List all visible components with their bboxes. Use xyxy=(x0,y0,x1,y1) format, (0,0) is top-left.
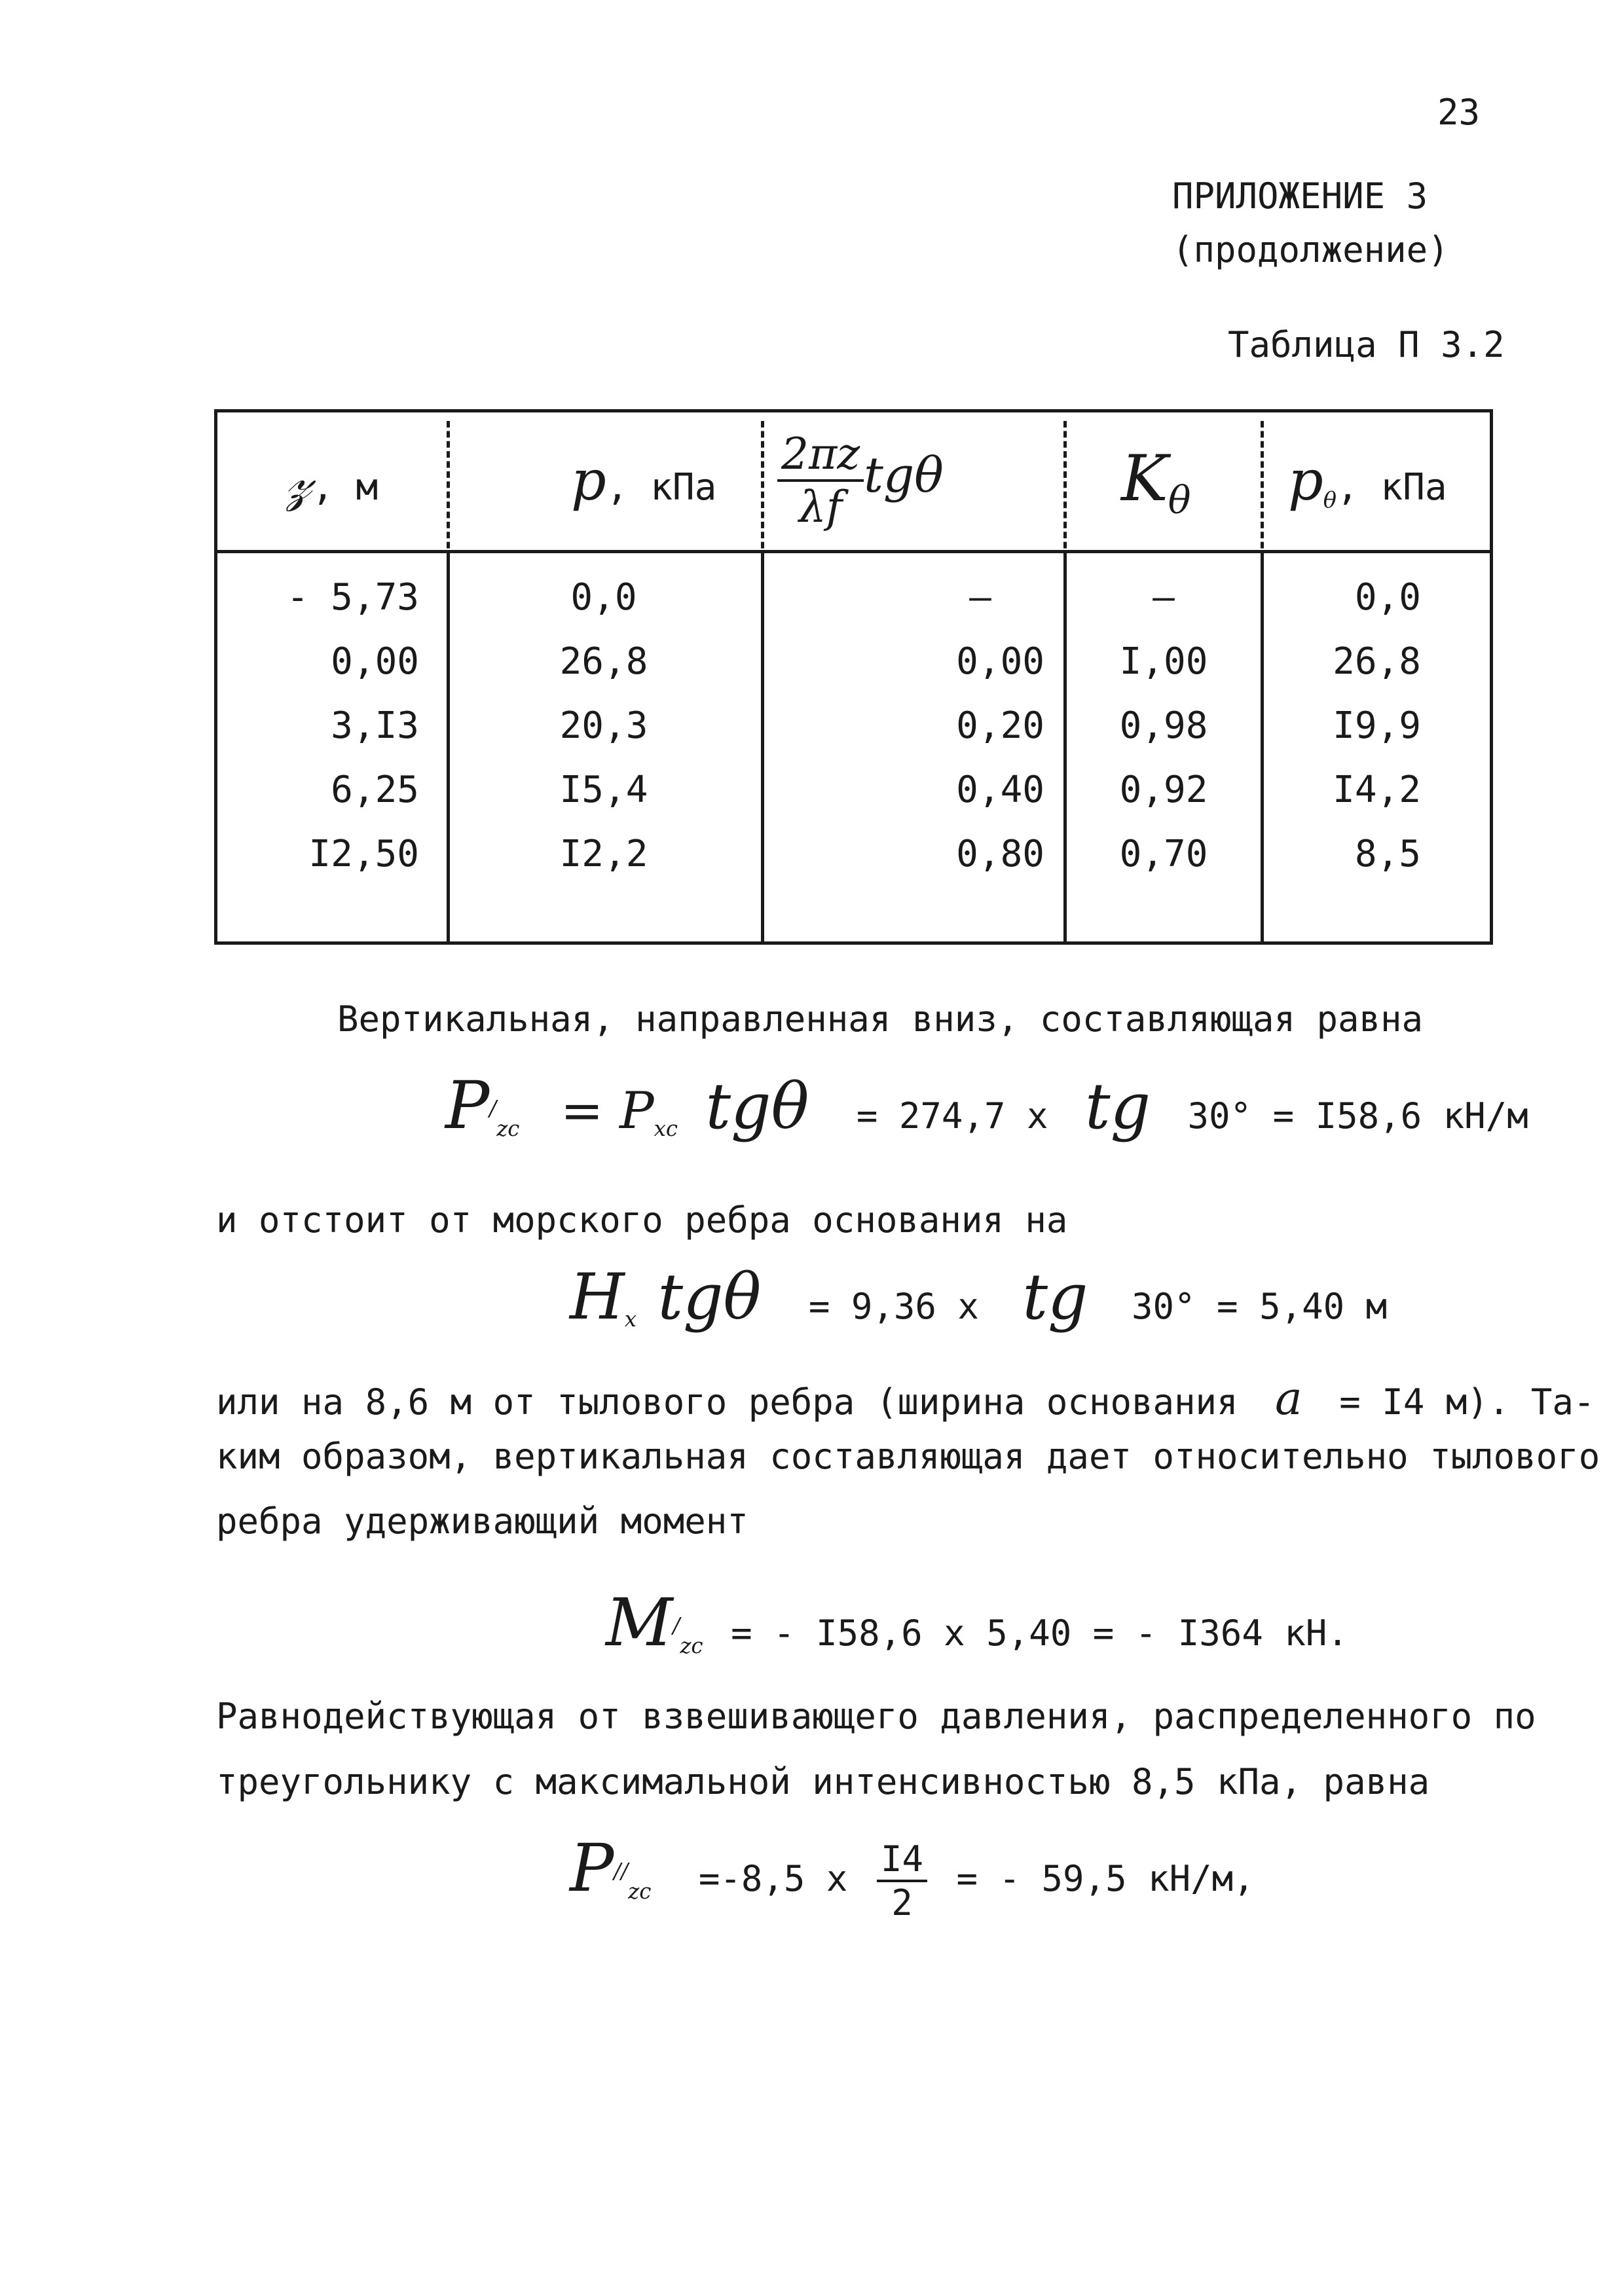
p3-text: или на 8,6 м от тылового ребра (ширина основания xyxy=(216,1381,1238,1423)
f3-rhs: = - I58,6 x 5,40 = - I364 кН. xyxy=(731,1613,1348,1654)
col-separator-2 xyxy=(761,553,764,945)
cell-p-theta: 26,8 xyxy=(1333,640,1421,683)
ratio-fraction xyxy=(777,429,864,532)
cell-p: 0,0 xyxy=(570,576,637,619)
cell-ratio: 0,00 xyxy=(956,640,1044,683)
f2-rhs: = 9,36 x xyxy=(808,1286,979,1327)
cell-p-theta: I9,9 xyxy=(1333,704,1421,747)
table-right-border xyxy=(1490,409,1493,945)
cell-p: 26,8 xyxy=(559,640,648,683)
cell-z: 3,I3 xyxy=(331,704,419,747)
f1-lhs-subscript: zc xyxy=(496,1116,520,1141)
f4-double-prime: // xyxy=(614,1859,629,1884)
paragraph-buoyancy-line2: треугольнику с максимальной интенсивностью 8,5 кПа, равна xyxy=(216,1761,1430,1802)
cell-k: 0,92 xyxy=(1119,769,1208,811)
cell-p: I5,4 xyxy=(559,769,648,811)
f1-lhs-symbol: P xyxy=(445,1067,490,1144)
header-p xyxy=(571,448,716,513)
col-separator-3-header xyxy=(1063,421,1067,558)
table-top-border xyxy=(214,409,1493,412)
cell-k: – xyxy=(1153,576,1175,619)
f4-denominator: 2 xyxy=(891,1882,913,1924)
f2-tg: tg xyxy=(1022,1260,1088,1334)
z-unit: , м xyxy=(312,466,378,509)
appendix-title: ПРИЛОЖЕНИЕ 3 xyxy=(1172,175,1428,217)
cell-k: 0,98 xyxy=(1119,704,1208,747)
cell-ratio: – xyxy=(969,576,991,619)
cell-p: I2,2 xyxy=(559,833,648,875)
cell-k: I,00 xyxy=(1119,640,1208,683)
page-number: 23 xyxy=(1437,92,1481,133)
f4-result: = - 59,5 кН/м, xyxy=(956,1858,1255,1899)
z-symbol: 𝓏 xyxy=(286,448,312,513)
f1-tg-theta: tgθ xyxy=(705,1070,809,1143)
k-symbol: K xyxy=(1121,442,1168,515)
cell-ratio: 0,20 xyxy=(956,704,1044,747)
f1-result: 30° = I58,6 кН/м xyxy=(1187,1095,1528,1137)
data-table xyxy=(214,409,1493,945)
cell-p-theta: 8,5 xyxy=(1354,833,1421,875)
col-separator-4-header xyxy=(1261,421,1264,558)
cell-p-theta: 0,0 xyxy=(1354,576,1421,619)
cell-k: 0,70 xyxy=(1119,833,1208,875)
table-caption: Таблица П 3.2 xyxy=(1228,324,1505,365)
appendix-subtitle: (продолжение) xyxy=(1172,229,1449,270)
f4-fraction xyxy=(877,1838,927,1923)
header-p-theta xyxy=(1288,448,1447,513)
f4-numerator: I4 xyxy=(877,1838,927,1882)
paragraph-vertical-component: Вертикальная, направленная вниз, составляющая равна xyxy=(337,998,1424,1040)
f1-pxc: = P xyxy=(560,1082,654,1140)
formula-mzc xyxy=(606,1584,1348,1669)
p3-width-symbol: a xyxy=(1275,1372,1302,1425)
p-unit: , кПа xyxy=(606,466,717,509)
f4-lhs: =-8,5 x xyxy=(698,1858,848,1899)
header-k-theta xyxy=(1121,442,1190,522)
ratio-tg-theta: tgθ xyxy=(864,447,944,503)
paragraph-distance: и отстоит от морского ребра основания на xyxy=(216,1199,1068,1241)
f4-subscript: zc xyxy=(628,1878,652,1904)
p-theta-subscript: θ xyxy=(1323,487,1337,513)
header-separator xyxy=(214,550,1493,553)
table-left-border xyxy=(214,409,217,945)
f1-tg: tg xyxy=(1085,1070,1151,1143)
f2-h-subscript: x xyxy=(624,1306,637,1332)
paragraph-rear-edge-line2: ким образом, вертикальная составляющая дает относительно тылового xyxy=(216,1436,1600,1477)
paragraph-rear-edge-line3: ребра удерживающий момент xyxy=(216,1501,748,1542)
col-separator-2-header xyxy=(761,421,764,558)
formula-hx xyxy=(570,1260,1387,1352)
p-theta-unit: , кПа xyxy=(1337,466,1447,509)
f1-lhs-prime: / xyxy=(489,1096,497,1121)
f4-p-symbol: P xyxy=(570,1830,614,1906)
ratio-denominator: λf xyxy=(798,482,843,532)
f2-h-symbol: H xyxy=(570,1260,625,1334)
cell-z: 6,25 xyxy=(331,769,419,811)
header-ratio xyxy=(777,429,944,532)
cell-ratio: 0,80 xyxy=(956,833,1044,875)
table-bottom-border xyxy=(214,941,1493,945)
f2-tg-theta: tgθ xyxy=(657,1260,762,1334)
col-separator-1-header xyxy=(447,421,450,558)
p3-tail: = I4 м). Та- xyxy=(1339,1381,1595,1423)
f1-rhs: = 274,7 x xyxy=(856,1095,1048,1137)
f2-result: 30° = 5,40 м xyxy=(1132,1286,1388,1327)
k-subscript: θ xyxy=(1168,479,1191,523)
p-symbol: p xyxy=(571,448,606,513)
f3-m-symbol: M xyxy=(606,1584,673,1661)
cell-z: 0,00 xyxy=(331,640,419,683)
cell-ratio: 0,40 xyxy=(956,769,1044,811)
formula-pzc xyxy=(445,1067,1528,1159)
formula-pzc-double-prime xyxy=(570,1830,1255,1928)
cell-z: - 5,73 xyxy=(286,576,419,619)
f1-pxc-subscript: xc xyxy=(654,1116,678,1141)
cell-z: I2,50 xyxy=(308,833,419,875)
f3-subscript: zc xyxy=(680,1633,703,1658)
p-theta-symbol: p xyxy=(1288,448,1323,513)
cell-p: 20,3 xyxy=(559,704,648,747)
header-z xyxy=(286,448,378,513)
f3-prime: / xyxy=(673,1613,680,1638)
cell-p-theta: I4,2 xyxy=(1333,769,1421,811)
paragraph-buoyancy-line1: Равнодействующая от взвешивающего давления, распределенного по xyxy=(216,1696,1536,1737)
paragraph-rear-edge-line1 xyxy=(216,1372,1595,1425)
ratio-numerator: 2πz xyxy=(777,429,864,482)
